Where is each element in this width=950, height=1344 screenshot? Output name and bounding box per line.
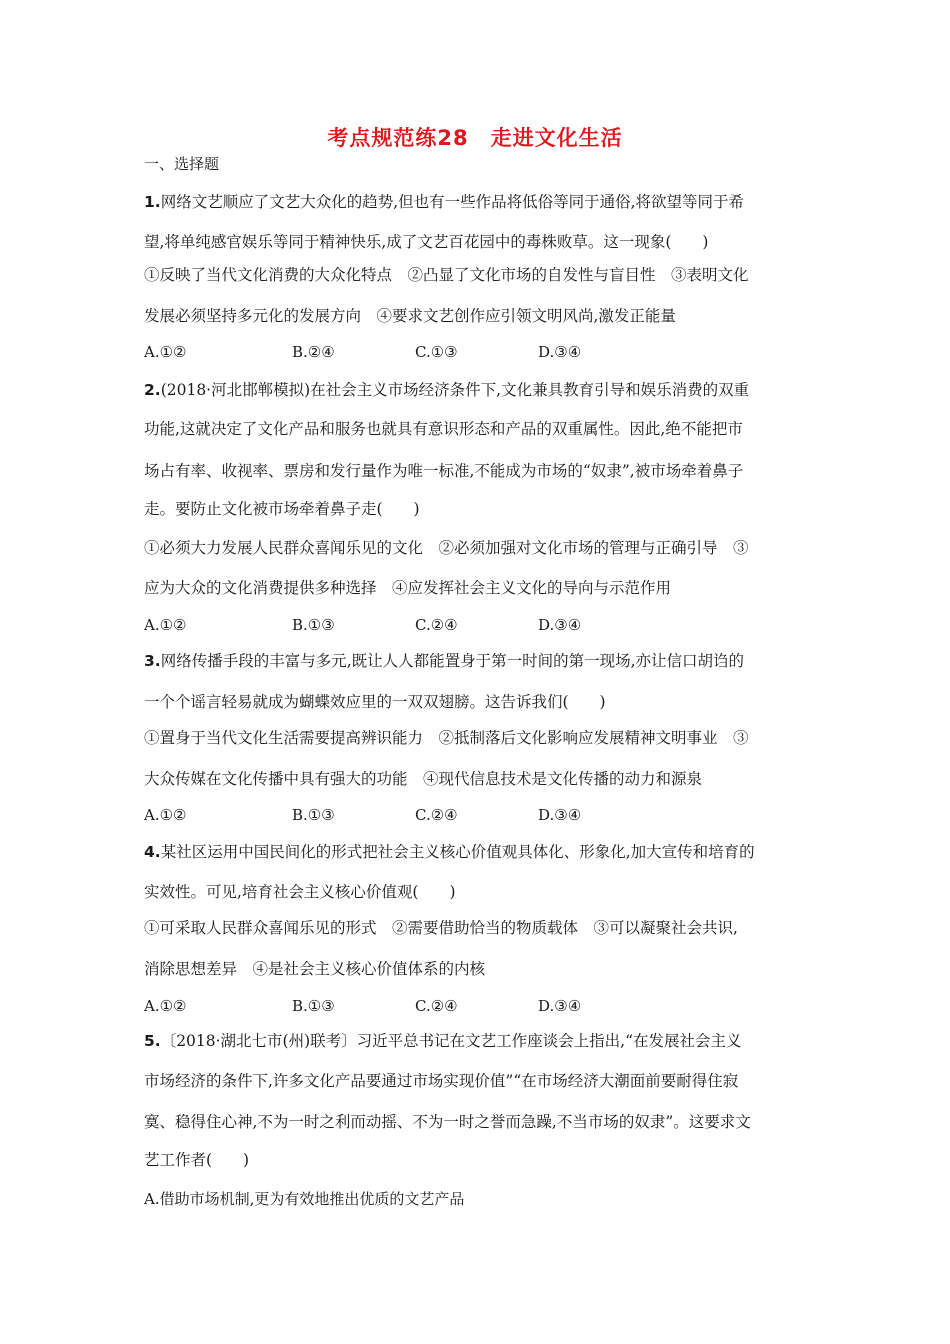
question-text: 网络传播手段的丰富与多元,既让人人都能置身于第一时间的第一现场,亦让信口胡诌的: [160, 652, 745, 670]
question-text: 网络文艺顺应了文艺大众化的趋势,但也有一些作品将低俗等同于通俗,将欲望等同于希: [160, 193, 745, 211]
option-b: B.①③: [292, 997, 335, 1015]
question-5-line-1: [144, 1031, 742, 1051]
question-2-line-1: [144, 380, 749, 400]
option-a: A.①②: [144, 616, 187, 634]
option-b: B.①③: [292, 616, 335, 634]
option-a: A.①②: [144, 343, 187, 361]
question-number: 2.: [144, 381, 161, 399]
question-3-line-2: 一个个谣言轻易就成为蝴蝶效应里的一双双翅膀。这告诉我们( ): [144, 693, 606, 711]
question-4-line-2: 实效性。可见,培育社会主义核心价值观( ): [144, 883, 456, 901]
option-d: D.③④: [538, 616, 582, 634]
option-d: D.③④: [538, 997, 582, 1015]
option-c: C.②④: [415, 997, 458, 1015]
question-2-line-5: ①必须大力发展人民群众喜闻乐见的文化 ②必须加强对文化市场的管理与正确引导 ③: [144, 539, 749, 557]
question-3-line-3: ①置身于当代文化生活需要提高辨识能力 ②抵制落后文化影响应发展精神文明事业 ③: [144, 729, 749, 747]
section-heading: 一、选择题: [144, 155, 220, 173]
question-3-line-1: [144, 651, 744, 671]
question-1-line-2: 望,将单纯感官娱乐等同于精神快乐,成了文艺百花园中的毒株败草。这一现象( ): [144, 233, 709, 251]
option-a: A.①②: [144, 806, 187, 824]
option-a: A.①②: [144, 997, 187, 1015]
question-number: 5.: [144, 1032, 161, 1050]
question-4-line-4: 消除思想差异 ④是社会主义核心价值体系的内核: [144, 960, 486, 978]
option-c: C.②④: [415, 616, 458, 634]
question-number: 3.: [144, 652, 161, 670]
question-5-line-4: 艺工作者( ): [144, 1151, 250, 1169]
question-5-option-a: A.借助市场机制,更为有效地推出优质的文艺产品: [144, 1190, 465, 1208]
option-c: C.②④: [415, 806, 458, 824]
question-1-line-4: 发展必须坚持多元化的发展方向 ④要求文艺创作应引领文明风尚,激发正能量: [144, 307, 676, 325]
option-d: D.③④: [538, 806, 582, 824]
question-2-line-2: 功能,这就决定了文化产品和服务也就具有意识形态和产品的双重属性。因此,绝不能把市: [144, 420, 743, 438]
question-4-line-1: [144, 842, 755, 862]
question-5-line-2: 市场经济的条件下,许多文化产品要通过市场实现价值”“在市场经济大潮面前要耐得住寂: [144, 1072, 739, 1090]
question-1-line-1: [144, 192, 744, 212]
question-2-line-3: 场占有率、收视率、票房和发行量作为唯一标准,不能成为市场的“奴隶”,被市场牵着鼻子: [144, 462, 744, 480]
option-b: B.①③: [292, 806, 335, 824]
question-3-line-4: 大众传媒在文化传播中具有强大的功能 ④现代信息技术是文化传播的动力和源泉: [144, 770, 703, 788]
option-c: C.①③: [415, 343, 458, 361]
question-2-line-4: 走。要防止文化被市场牵着鼻子走( ): [144, 500, 420, 518]
option-d: D.③④: [538, 343, 582, 361]
question-4-line-3: ①可采取人民群众喜闻乐见的形式 ②需要借助恰当的物质载体 ③可以凝聚社会共识,: [144, 919, 738, 937]
question-5-line-3: 寞、稳得住心神,不为一时之利而动摇、不为一时之誉而急躁,不当市场的奴隶”。这要求文: [144, 1113, 751, 1131]
question-number: 4.: [144, 843, 161, 861]
question-text: 某社区运用中国民间化的形式把社会主义核心价值观具体化、形象化,加大宣传和培育的: [160, 843, 755, 861]
question-text: 〔2018·湖北七市(州)联考〕习近平总书记在文艺工作座谈会上指出,“在发展社会主义: [160, 1032, 742, 1050]
page-title: 考点规范练28 走进文化生活: [327, 126, 623, 150]
question-1-line-3: ①反映了当代文化消费的大众化特点 ②凸显了文化市场的自发性与盲目性 ③表明文化: [144, 266, 749, 284]
option-b: B.②④: [292, 343, 335, 361]
question-2-line-6: 应为大众的文化消费提供多种选择 ④应发挥社会主义文化的导向与示范作用: [144, 579, 672, 597]
question-number: 1.: [144, 193, 161, 211]
question-text: (2018·河北邯郸模拟)在社会主义市场经济条件下,文化兼具教育引导和娱乐消费的双重: [160, 381, 750, 399]
